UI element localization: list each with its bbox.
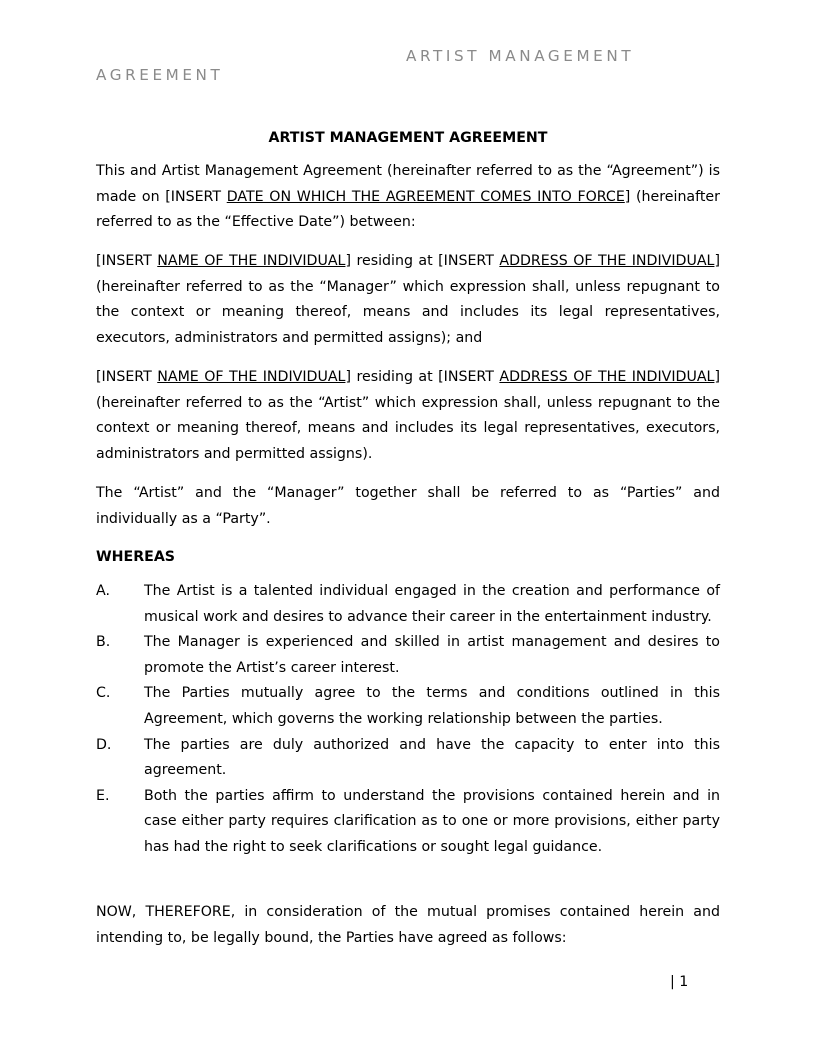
recital-text: The Parties mutually agree to the terms and conditions outlined in this Agreement, which governs the working relationship between the parties.	[144, 685, 720, 727]
intro-paragraph	[96, 159, 720, 236]
recital-item	[96, 630, 720, 681]
recital-text: The Artist is a talented individual engaged in the creation and performance of musical work and desires to advance their career in the entertainment industry.	[144, 583, 720, 625]
intro-text-2: ] (hereinafter referred to as the “Effective Date”) between:	[96, 188, 720, 231]
artist-address-placeholder: ADDRESS OF THE INDIVIDUAL	[499, 369, 715, 385]
recital-letter: B.	[96, 634, 111, 651]
manager-name-placeholder: NAME OF THE INDIVIDUAL	[157, 253, 346, 269]
header-line-1: ARTIST MANAGEMENT	[406, 47, 635, 65]
effective-date-placeholder: DATE ON WHICH THE AGREEMENT COMES INTO FORCE	[226, 188, 625, 205]
recitals-list	[96, 579, 720, 861]
recital-letter: D.	[96, 736, 112, 753]
manager-text-3: ] (hereinafter referred to as the “Manager” which expression shall, unless repugnant to the context or meaning thereof, means and includes its legal representatives, executors, administrators and permitted assigns); and	[96, 253, 720, 346]
artist-party-paragraph	[96, 365, 720, 467]
page-header	[96, 47, 720, 91]
artist-name-placeholder: NAME OF THE INDIVIDUAL	[157, 369, 346, 385]
recital-item	[96, 733, 720, 784]
parties-definition-paragraph: The “Artist” and the “Manager” together shall be referred to as “Parties” and individually as a “Party”.	[96, 485, 720, 527]
recital-letter: E.	[96, 787, 110, 804]
recital-letter: A.	[96, 583, 110, 599]
artist-text-2: ] residing at [INSERT	[345, 369, 500, 385]
page-number: | 1	[670, 974, 689, 990]
recital-item	[96, 681, 720, 732]
document-title: ARTIST MANAGEMENT AGREEMENT	[268, 130, 548, 146]
manager-text-2: ] residing at [INSERT	[345, 253, 500, 269]
header-line-2: AGREEMENT	[96, 66, 224, 84]
recital-text: The Manager is experienced and skilled in artist management and desires to promote the Artist’s career interest.	[144, 634, 720, 676]
recital-item	[96, 784, 720, 861]
recital-text: Both the parties affirm to understand the provisions contained herein and in case either party requires clarification as to one or more provisions, either party has had the right to seek clarifications or sought legal guidance.	[144, 787, 720, 855]
artist-text-3: ] (hereinafter referred to as the “Artist” which expression shall, unless repugnant to the context or meaning thereof, means and includes its legal representatives, executors, administrators and permitted assigns).	[96, 369, 720, 462]
intro-text-1: This and Artist Management Agreement (hereinafter referred to as the “Agreement”) is made on [INSERT	[96, 163, 720, 205]
recital-text: The parties are duly authorized and have the capacity to enter into this agreement.	[144, 736, 720, 779]
manager-text-1: [INSERT	[96, 253, 158, 269]
recital-letter: C.	[96, 685, 111, 702]
closing-paragraph: NOW, THEREFORE, in consideration of the mutual promises contained herein and intending to, be legally bound, the Parties have agreed as follows:	[96, 904, 720, 946]
artist-text-1: [INSERT	[96, 369, 158, 385]
manager-party-paragraph	[96, 249, 720, 351]
manager-address-placeholder: ADDRESS OF THE INDIVIDUAL	[499, 253, 715, 269]
recital-item	[96, 579, 720, 630]
whereas-heading: WHEREAS	[96, 549, 176, 565]
